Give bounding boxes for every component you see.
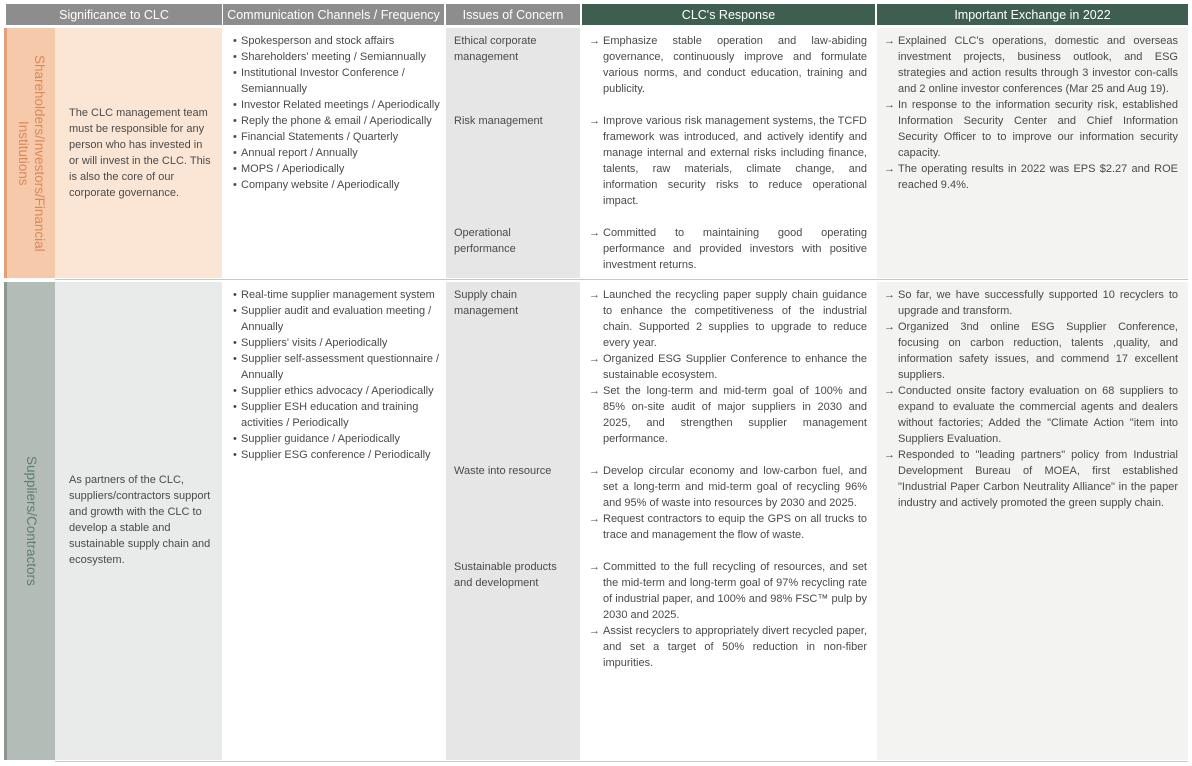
issue-sustainable-products: Sustainable products and development xyxy=(454,561,557,589)
list-item: → Set the long-term and mid-term goal of 100% and 85% on-site audit of major suppliers in 2030 and 2025, and strengthen supplier management performance. xyxy=(589,383,867,447)
list-item: • Real-time supplier management system xyxy=(233,287,441,303)
issue-waste-into-resource: Waste into resource xyxy=(454,465,552,477)
list-item: → Conducted onsite factory evaluation on 68 suppliers to expand to evaluate the commercial agents and dealers without factories; Added the "Climate Action "item into Suppliers Evaluation. xyxy=(884,383,1178,447)
suppliers-channels-list xyxy=(233,287,441,463)
list-item: • MOPS / Aperiodically xyxy=(233,161,441,177)
shareholders-significance: The CLC management team must be responsible for any person who has invested in or will invest in the CLC. This is also the core of our corporate governance. xyxy=(69,107,211,199)
list-item: • Supplier ESG conference / Periodically xyxy=(233,447,441,463)
response-waste-into-resource xyxy=(589,463,867,543)
list-item: • Investor Related meetings / Aperiodically xyxy=(233,97,441,113)
list-item: → Explained CLC's operations, domestic and overseas investment projects, business outlook, and ESG strategies and action results through 3 investor con-calls and 2 online investor conferences (Mar 25 and Aug 19). xyxy=(884,33,1178,97)
list-item: → Emphasize stable operation and law-abiding governance, continuously improve and formulate various norms, and conduct education, training and publicity. xyxy=(589,33,867,97)
list-item: • Supplier self-assessment questionnaire / Annually xyxy=(233,351,441,383)
list-item: • Reply the phone & email / Aperiodically xyxy=(233,113,441,129)
issue-supply-chain-management: Supply chain management xyxy=(454,289,519,317)
list-item: • Supplier audit and evaluation meeting / Annually xyxy=(233,303,441,335)
header-exchange: Important Exchange in 2022 xyxy=(877,4,1188,25)
shareholders-exchange-list xyxy=(884,33,1178,193)
suppliers-significance: As partners of the CLC, suppliers/contractors support and growth with the CLC to develop a stable and sustainable supply chain and ecosystem. xyxy=(69,474,211,566)
list-item: → Develop circular economy and low-carbon fuel, and set a long-term and mid-term goal of recycling 96% and 95% of waste into resources by 2030 and 2025. xyxy=(589,463,867,511)
stakeholder-label-suppliers: Suppliers/Contractors xyxy=(24,456,39,586)
list-item: → Organized ESG Supplier Conference to enhance the sustainable ecosystem. xyxy=(589,351,867,383)
list-item: • Annual report / Annually xyxy=(233,145,441,161)
list-item: → So far, we have successfully supported 10 recyclers to upgrade and transform. xyxy=(884,287,1178,319)
list-item: • Suppliers' visits / Aperiodically xyxy=(233,335,441,351)
header-issues: Issues of Concern xyxy=(446,4,580,25)
list-item: • Supplier ESH education and training activities / Periodically xyxy=(233,399,441,431)
issue-risk-management: Risk management xyxy=(454,115,543,127)
list-item: → Request contractors to equip the GPS on all trucks to trace and management the flow of waste. xyxy=(589,511,867,543)
list-item: → Launched the recycling paper supply chain guidance to enhance the competitiveness of the industrial chain. Supported 2 supplies to upgrade to reduce every year. xyxy=(589,287,867,351)
list-item: • Institutional Investor Conference / Semiannually xyxy=(233,65,441,97)
list-item: • Supplier guidance / Aperiodically xyxy=(233,431,441,447)
header-channels: Communication Channels / Frequency xyxy=(223,4,444,25)
response-ethical-management xyxy=(589,33,867,97)
list-item: → In response to the information security risk, established Information Security Center and Chief Information Security Officer to to improve our information security capacity. xyxy=(884,97,1178,161)
list-item: → Organized 3nd online ESG Supplier Conference, focusing on carbon reduction, talents ,quality, and information safety issues, and commend 17 excellent suppliers. xyxy=(884,319,1178,383)
list-item: → Responded to "leading partners" policy from Industrial Development Bureau of MOEA, first established "Industrial Paper Carbon Neutrality Alliance" in the paper industry and actively promoted the green supply chain. xyxy=(884,447,1178,511)
list-item: • Company website / Aperiodically xyxy=(233,177,441,193)
bottom-divider xyxy=(55,761,1188,762)
list-item: → Committed to the full recycling of resources, and set the mid-term and long-term goal of 97% recycling rate of industrial paper, and 100% and 98% FSC™ pulp by 2030 and 2025. xyxy=(589,559,867,623)
response-supply-chain-management xyxy=(589,287,867,447)
list-item: → Improve various risk management systems, the TCFD framework was introduced, and actively identify and manage internal and external risks including finance, talents, raw materials, climate change, and information security risks to reduce operational impact. xyxy=(589,113,867,209)
shareholders-channels-list xyxy=(233,33,441,193)
issue-ethical-management: Ethical corporate management xyxy=(454,35,537,63)
suppliers-exchange-list xyxy=(884,287,1178,511)
section-divider xyxy=(55,279,1188,280)
list-item: • Shareholders' meeting / Semiannually xyxy=(233,49,441,65)
list-item: • Spokesperson and stock affairs xyxy=(233,33,441,49)
list-item: • Financial Statements / Quarterly xyxy=(233,129,441,145)
suppliers-issues-cell xyxy=(446,282,580,760)
header-significance: Significance to CLC xyxy=(6,4,222,25)
list-item: → The operating results in 2022 was EPS $2.27 and ROE reached 9.4%. xyxy=(884,161,1178,193)
list-item: → Committed to maintaining good operating performance and provided investors with positive investment returns. xyxy=(589,225,867,273)
header-response: CLC's Response xyxy=(582,4,875,25)
list-item: → Assist recyclers to appropriately divert recycled paper, and set a target of 50% reduction in non-fiber impurities. xyxy=(589,623,867,671)
issue-operational-performance: Operational performance xyxy=(454,227,516,255)
response-sustainable-products xyxy=(589,559,867,671)
response-operational-performance xyxy=(589,225,867,273)
response-risk-management xyxy=(589,113,867,209)
list-item: • Supplier ethics advocacy / Aperiodically xyxy=(233,383,441,399)
stakeholder-label-shareholders: Shareholders/Investors/Financial Institutions xyxy=(16,54,47,252)
